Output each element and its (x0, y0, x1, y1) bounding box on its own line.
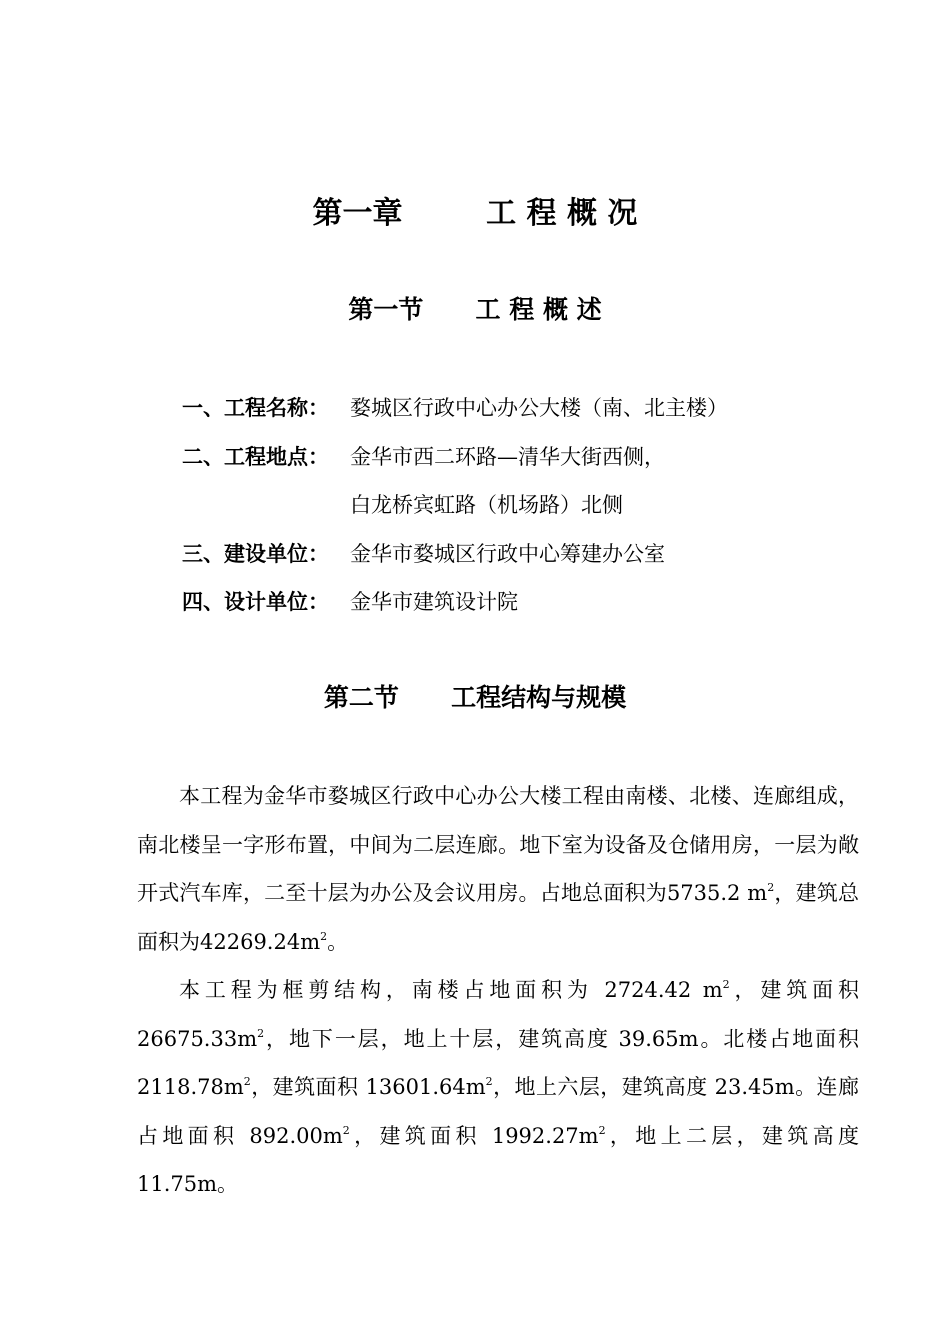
info-value: 白龙桥宾虹路（机场路）北侧 (350, 493, 623, 517)
superscript: 2 (243, 1075, 251, 1088)
chapter-title: 第一章 工 程 概 况 (312, 196, 638, 231)
structure-description (137, 772, 859, 1209)
area-value: 5735.2 $m^2$ (666, 881, 775, 905)
superscript: 2 (485, 1075, 493, 1088)
superscript: 2 (257, 1026, 265, 1040)
info-row-builder (182, 530, 862, 579)
text-run: ，建筑面积 (729, 978, 859, 1002)
text-run: ，建筑面积 (349, 1123, 492, 1148)
info-value: 金华市婺城区行政中心筹建办公室 (350, 541, 665, 566)
info-row-designer (182, 578, 862, 627)
area-value: $26675.33m^2$ (137, 1026, 265, 1051)
text-run: ，建筑面积 (250, 1075, 366, 1099)
superscript: 2 (342, 1123, 350, 1137)
area-value: $2118.78m^2$ (137, 1075, 251, 1099)
text-run: 本工程为金华市婺城区行政中心办公大楼工程由南楼、北楼、连廊组成，南北楼呈一字形布置，中间为二层连廊。地下室为设备及仓储用房，一层为敞开式汽车库，二至十层为办公及会议用房。占地总面积为 (137, 784, 859, 905)
superscript: 2 (598, 1123, 606, 1137)
area-value: 2724.42 $m^2$ (604, 978, 730, 1002)
info-row-project-name (182, 384, 862, 433)
text-run: 。 (327, 929, 349, 954)
text-run: ，地上二层，建筑高度 11.75m。 (137, 1123, 859, 1196)
section-title-overview: 第一节 工 程 概 述 (348, 295, 602, 324)
info-label: 一、工程名称： (182, 396, 329, 420)
info-row-location-cont (182, 481, 862, 530)
info-value: 婺城区行政中心办公大楼（南、北主楼） (350, 396, 728, 420)
info-label: 三、建设单位： (182, 541, 329, 566)
text-run: ，建筑总面积为 (137, 881, 859, 954)
info-row-location (182, 433, 862, 482)
text-run: 本工程为框剪结构，南楼占地面积为 (179, 978, 605, 1002)
info-value: 金华市西二环路—清华大街西侧， (350, 444, 665, 469)
area-value: $1992.27m^2$ (491, 1123, 606, 1148)
area-value: $13601.64m^2$ (365, 1075, 493, 1099)
paragraph-overview (137, 772, 859, 966)
section-title-structure: 第二节 工程结构与规模 (323, 683, 627, 712)
superscript: 2 (722, 978, 730, 991)
text-run: ，地上六层，建筑高度 23.45m。连廊占地面积 (137, 1075, 859, 1148)
project-info-list (182, 384, 862, 627)
text-run: ，地下一层，地上十层，建筑高度 39.65m。北楼占地面积 (264, 1026, 859, 1051)
info-label: 四、设计单位： (182, 590, 329, 614)
superscript: 2 (320, 929, 328, 943)
info-value: 金华市建筑设计院 (350, 590, 518, 614)
info-label (182, 481, 350, 530)
area-value: $42269.24m^2$ (200, 929, 328, 954)
superscript: 2 (767, 881, 775, 894)
info-label: 二、工程地点： (182, 444, 329, 469)
paragraph-structure (137, 966, 859, 1209)
area-value: $892.00m^2$ (249, 1123, 350, 1148)
